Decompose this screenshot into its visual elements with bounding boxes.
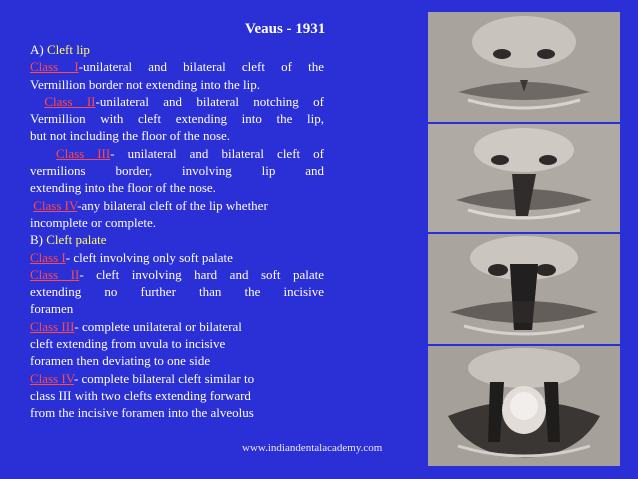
lip-class-3-link[interactable]: Class III (56, 145, 111, 161)
cleft-lip-photos (418, 12, 638, 479)
palate-class-4-line-2: class III with two clefts extending forward (30, 387, 251, 403)
lip-class-4-link[interactable]: Class IV (33, 197, 78, 213)
lip-class-2-link[interactable]: Class II (44, 93, 96, 109)
palate-class-2-line-3: foramen (30, 301, 74, 317)
palate-class-3-line-2: cleft extending from uvula to incisive (30, 336, 226, 352)
lip-class-2-line-3: but not including the floor of the nose. (30, 128, 231, 144)
footer-url: www.indiandentalacademy.com (242, 442, 383, 454)
palate-class-2-link[interactable]: Class II (30, 266, 80, 282)
lip-class-1-link[interactable]: Class I (30, 59, 79, 75)
palate-class-4-link[interactable]: Class IV (30, 370, 74, 386)
palate-class-2-line-2: extending no further than the incisive (30, 284, 324, 300)
cleft-lip-label: Cleft lip (46, 42, 90, 57)
lip-class-3-line-1: Class III- unilateral and bilateral cleft of (56, 145, 324, 161)
slide-title: Veaus - 1931 (245, 21, 326, 37)
lip-class-4-line-2: incomplete or complete. (30, 214, 156, 230)
palate-class-3-line-3: foramen then deviating to one side (30, 353, 211, 369)
photo-class-1 (428, 12, 620, 122)
palate-class-1-link[interactable]: Class I (30, 249, 66, 265)
lip-class-2-line-1: Class II-unilateral and bilateral notching of (44, 93, 324, 109)
palate-class-4-line-1: Class IV- complete bilateral cleft similar to (30, 370, 255, 386)
palate-class-3-line-1: Class III- complete unilateral or bilateral (30, 318, 242, 334)
text-body (30, 41, 324, 422)
photo-class-4 (428, 346, 620, 466)
cleft-palate-label: Cleft palate (46, 232, 107, 248)
photo-class-1-image (428, 12, 620, 122)
photo-class-4-image (428, 346, 620, 466)
lip-class-3-line-2: vermilions border, involving lip and (30, 163, 324, 179)
photo-class-3 (428, 234, 620, 344)
photo-class-2-image (428, 124, 620, 232)
lip-class-2-line-2: Vermillion with cleft extending into the lip, (30, 111, 324, 127)
palate-class-1-line-1: Class I- cleft involving only soft palate (30, 249, 233, 265)
lip-class-1-line-2: Vermillion border not extending into the lip. (30, 76, 260, 92)
palate-class-4-line-3: from the incisive foramen into the alveolus (30, 405, 254, 421)
lip-class-3-line-3: extending into the floor of the nose. (30, 180, 216, 196)
photo-class-2 (428, 124, 620, 232)
lip-class-4-line-1: Class IV-any bilateral cleft of the lip whether (33, 197, 268, 213)
section-b-heading: B) Cleft palate (30, 232, 107, 248)
palate-class-3-link[interactable]: Class III (30, 318, 75, 334)
lip-class-1-line-1: Class I-unilateral and bilateral cleft of the (30, 59, 325, 75)
section-a-heading: A) Cleft lip (30, 42, 90, 57)
photo-class-3-image (428, 234, 620, 344)
palate-class-2-line-1: Class II- cleft involving hard and soft palate (30, 266, 324, 282)
